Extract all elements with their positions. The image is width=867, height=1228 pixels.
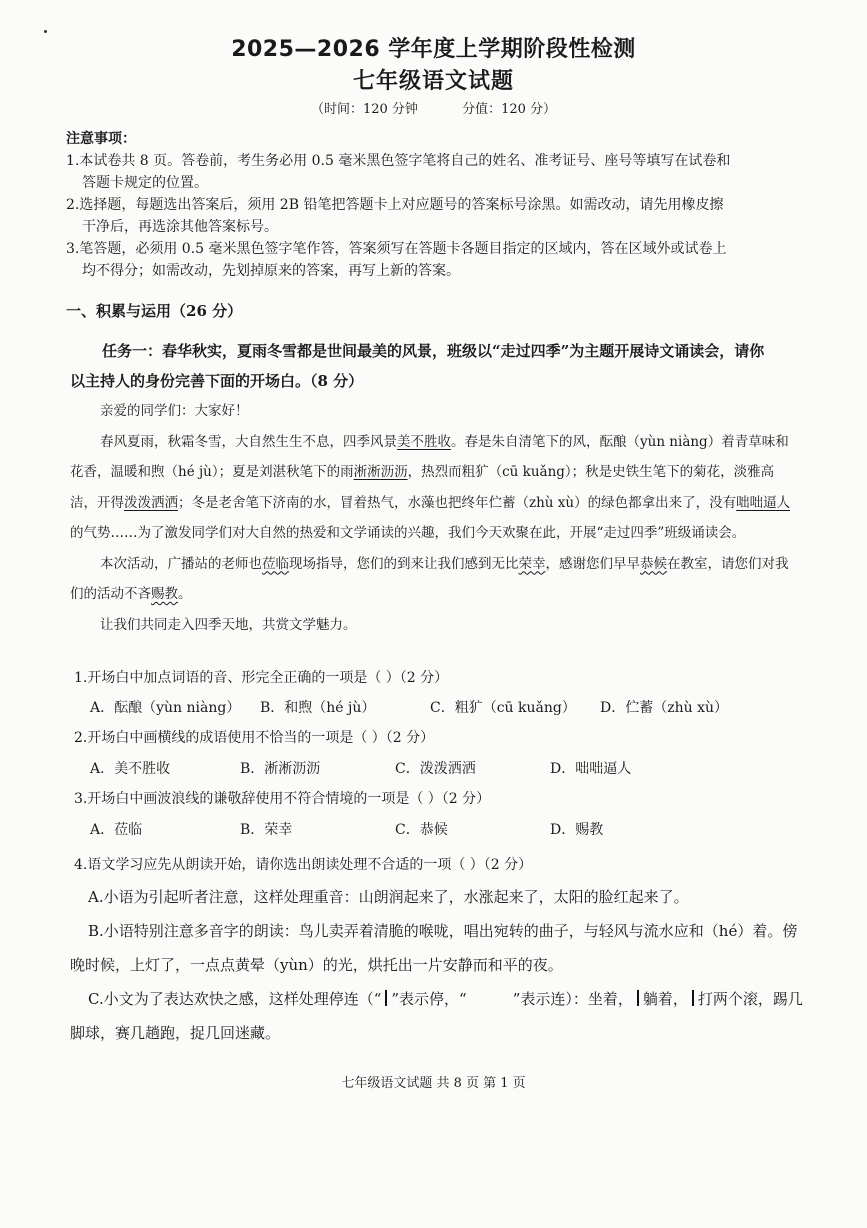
pause-mark-icon (637, 990, 639, 1006)
pause-mark-icon (385, 990, 387, 1006)
option-a: A．美不胜收 (90, 761, 171, 777)
question-1: 1.开场白中加点词语的音、形完全正确的一项是（ ）（2 分） (74, 670, 449, 686)
notice-1: 1.本试卷共 8 页。答卷前，考生务必用 0.5 毫米黑色签字笔将自己的姓名、准考证号、座号等填写在试卷和 答题卡规定的位置。 (66, 153, 731, 191)
courtesy-word-1: 莅临 (262, 555, 289, 572)
page-footer: 七年级语文试题 共 8 页 第 1 页 (341, 1076, 526, 1091)
courtesy-word-4: 赐教 (151, 586, 178, 602)
speech-paragraph-3: 让我们共同走入四季天地，共赏文学魅力。 (100, 616, 357, 633)
option-a: A．莅临 (90, 822, 143, 838)
option-b: B．和煦（hé jù） (260, 700, 376, 716)
section-heading: 一、积累与运用（26 分） (66, 302, 243, 320)
option-c: C．恭候 (395, 822, 448, 838)
option-b: B．淅淅沥沥 (240, 761, 321, 777)
option-c: C.小文为了表达欢快之感，这样处理停连（“ ”表示停，“ ”表示连）：坐着， 躺着， 打两个滚，踢几脚球，赛几趟跑，捉几回迷藏。 (70, 990, 803, 1042)
exam-meta (0, 98, 867, 117)
notice-2: 2.选择题，每题选出答案后，须用 2B 铅笔把答题卡上对应题号的答案标号涂黑。如需改动，请先用橡皮擦 干净后，再选涂其他答案标号。 (66, 197, 724, 235)
question-2: 2.开场白中画横线的成语使用不恰当的一项是（ ）（2 分） (74, 730, 435, 746)
exam-time: （时间：120 分钟 (310, 102, 418, 117)
idiom-3: 泼泼洒洒 (124, 494, 178, 511)
pause-mark-icon (692, 990, 694, 1006)
question-1-options (90, 693, 810, 723)
task-one: 任务一：春华秋实，夏雨冬雪都是世间最美的风景，班级以“走过四季”为主题开展诗文诵读会，请你 以主持人的身份完善下面的开场白。（8 分） (70, 342, 765, 390)
option-a: A.小语为引起听者注意，这样处理重音：山朗润起来了，水涨起来了，太阳的脸红起来了。 (88, 888, 689, 906)
option-b: B．荣幸 (240, 822, 293, 838)
idiom-2: 淅淅沥沥 (353, 464, 408, 480)
greeting: 亲爱的同学们：大家好！ (100, 403, 249, 419)
option-d: D．伫蓄（zhù xù） (600, 700, 728, 716)
question-3: 3.开场白中画波浪线的谦敬辞使用不符合情境的一项是（ ）（2 分） (74, 791, 491, 807)
speech-paragraph-2: 本次活动，广播站的老师也莅临现场指导，您们的到来让我们感到无比荣幸，感谢您们早早恭候在教室，请您们对我们的活动不吝赐教。 (70, 555, 789, 602)
question-2-options (90, 754, 810, 784)
question-4: 4.语文学习应先从朗读开始，请你选出朗读处理不合适的一项（ ）（2 分） (74, 857, 533, 873)
exam-title: 2025—2026 学年度上学期阶段性检测 (231, 37, 636, 62)
exam-score: 分值：120 分） (462, 102, 557, 117)
opening-speech (70, 396, 800, 640)
exam-subtitle: 七年级语文试题 (352, 69, 514, 94)
option-b: B.小语特别注意多音字的朗读：鸟儿卖弄着清脆的喉咙，唱出宛转的曲子，与轻风与流水应和（hé）着。傍晚时候，上灯了，一点点黄晕（yùn）的光，烘托出一片安静而和平的夜。 (70, 922, 798, 974)
option-d: D．咄咄逼人 (550, 761, 632, 777)
notice-3: 3.笔答题，必须用 0.5 毫米黑色签字笔作答，答案须写在答题卡各题目指定的区域内，答在区域外或试卷上 均不得分；如需改动，先划掉原来的答案，再写上新的答案。 (66, 241, 727, 279)
option-c: C．泼泼洒洒 (395, 761, 476, 777)
speech-paragraph-1: 春风夏雨，秋霜冬雪，大自然生生不息，四季风景美不胜收。春是朱自清笔下的风，酝酿（yùn niàng）着青草味和花香，温暖和煦（hé jù）；夏是刘湛秋笔下的雨淅淅沥沥，热烈而粗犷（cū kuǎng）；秋是史铁生笔下的菊花，淡雅高洁，开得泼泼洒洒；冬是老舍笔下济南的水，冒着热气，水藻也把终年伫蓄（zhù xù）的绿色都拿出来了，没有咄咄逼人的气势……为了激发同学们对大自然的热爱和文学诵读的兴趣，我们今天欢聚在此，开展“走过四季”班级诵读会。 (70, 433, 791, 541)
option-a: A．酝酿（yùn niàng） (90, 700, 241, 716)
idiom-1: 美不胜收 (397, 433, 451, 450)
notice-heading: 注意事项： (66, 131, 136, 147)
courtesy-word-3: 恭候 (640, 555, 667, 572)
courtesy-word-2: 荣幸 (518, 555, 546, 572)
option-d: D．赐教 (550, 822, 604, 838)
option-c: C．粗犷（cū kuǎng） (430, 700, 576, 716)
idiom-4: 咄咄逼人 (736, 494, 791, 511)
question-3-options (90, 815, 810, 845)
question-4-options (70, 880, 810, 1050)
